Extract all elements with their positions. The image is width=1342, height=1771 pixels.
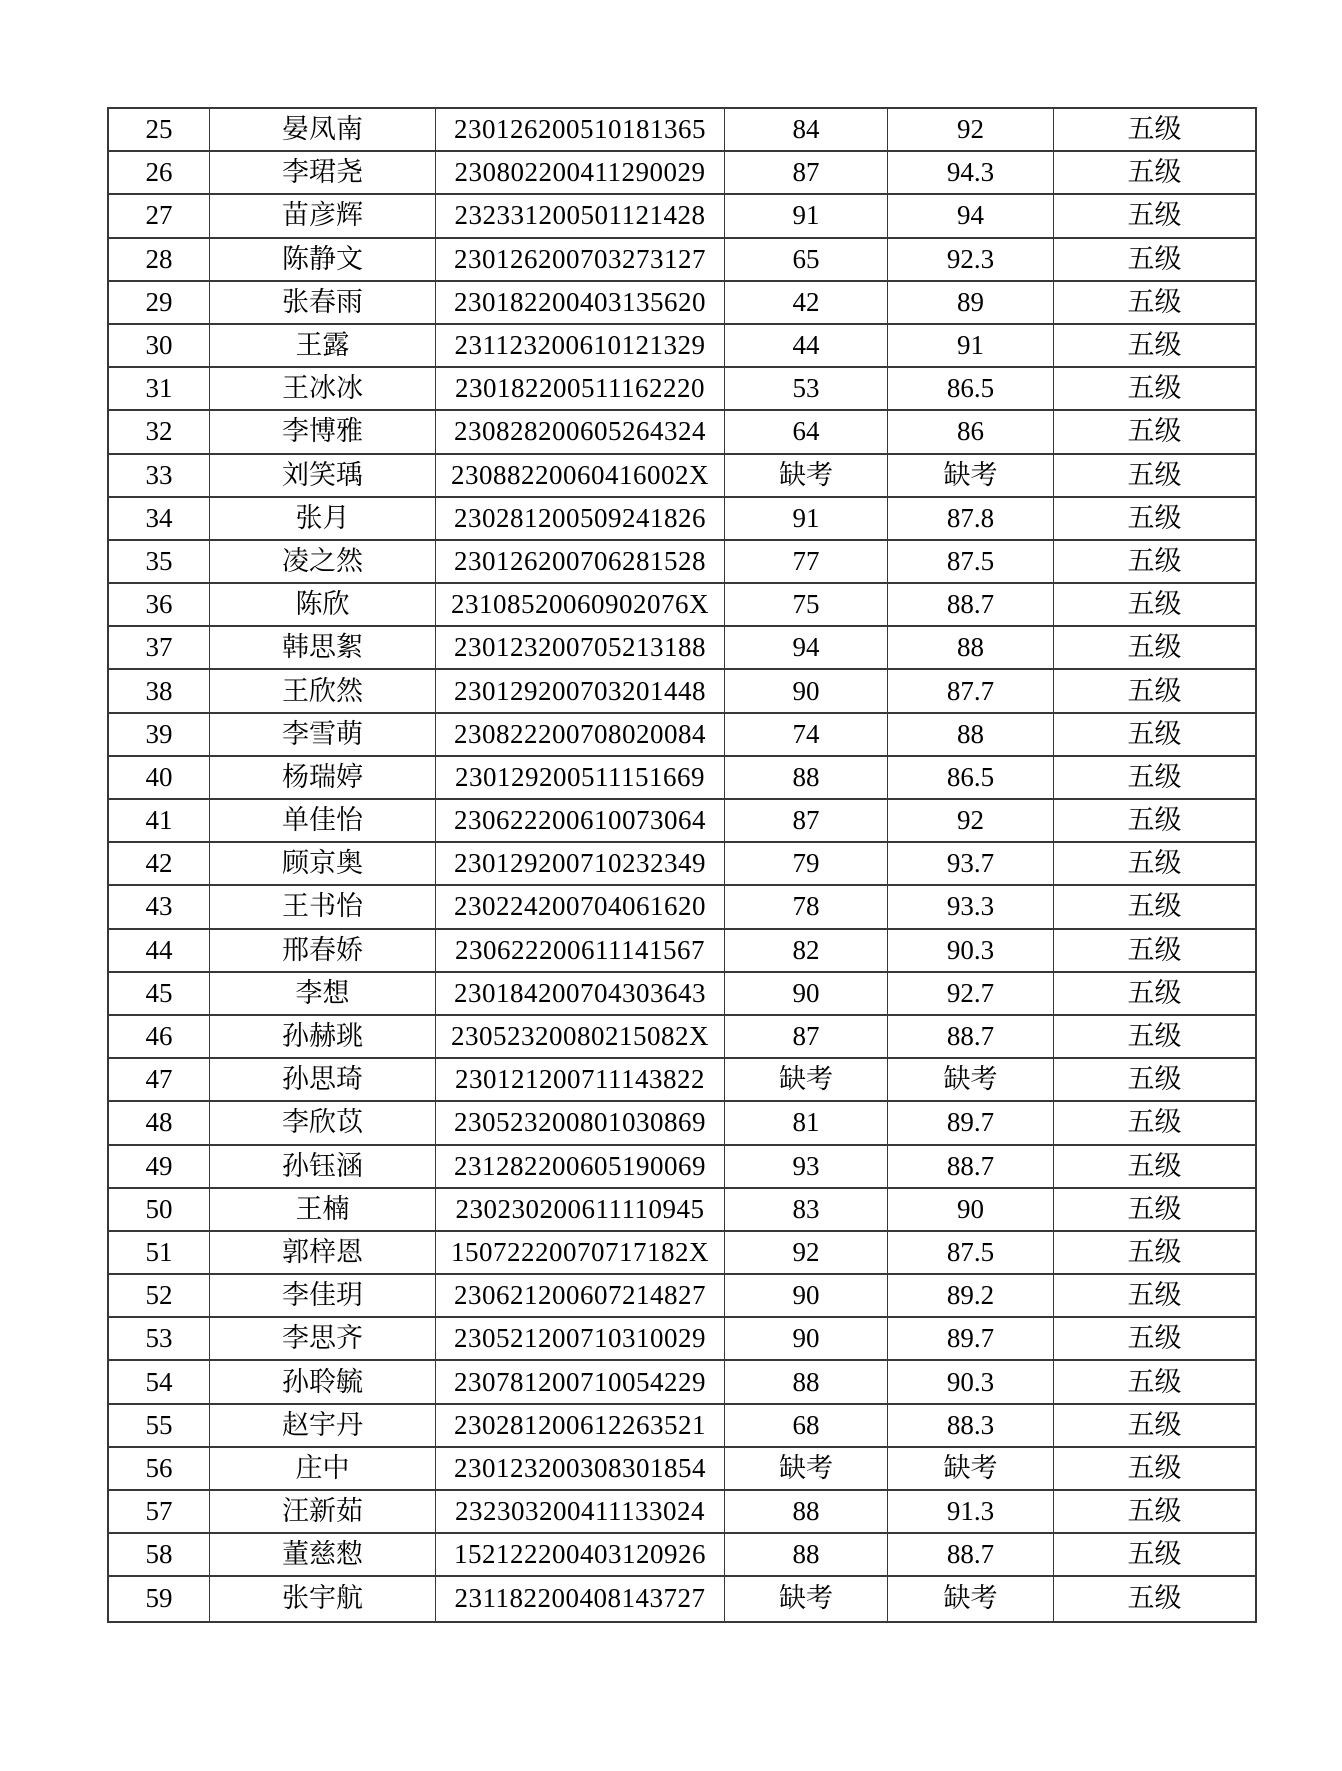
cell-id-number: 15072220070717182X bbox=[436, 1232, 725, 1273]
cell-row-index: 51 bbox=[109, 1232, 210, 1273]
cell-level: 五级 bbox=[1127, 545, 1182, 576]
cell-id-number: 230230200611110945 bbox=[436, 1189, 725, 1230]
cell-score2: 缺考 bbox=[888, 455, 1054, 496]
cell-row-index: 33 bbox=[109, 455, 210, 496]
cell-id-number: 152122200403120926 bbox=[436, 1534, 725, 1575]
cell-row-index: 41 bbox=[109, 800, 210, 841]
cell-row-index: 37 bbox=[109, 627, 210, 668]
cell-row-index: 42 bbox=[109, 843, 210, 884]
table-row bbox=[109, 714, 1255, 757]
table-row bbox=[109, 757, 1255, 800]
cell-id-number: 230129200511151669 bbox=[436, 757, 725, 798]
cell-level: 五级 bbox=[1127, 157, 1182, 188]
cell-level: 五级 bbox=[1127, 1366, 1182, 1397]
cell-level: 五级 bbox=[1127, 1583, 1182, 1614]
cell-score1: 缺考 bbox=[725, 455, 888, 496]
table-row bbox=[109, 1016, 1255, 1059]
cell-score2: 86 bbox=[888, 411, 1054, 452]
cell-name: 李思齐 bbox=[210, 1318, 436, 1359]
cell-score2: 94.3 bbox=[888, 152, 1054, 193]
cell-name: 韩思絮 bbox=[210, 627, 436, 668]
cell-row-index: 46 bbox=[109, 1016, 210, 1057]
cell-score1: 87 bbox=[725, 152, 888, 193]
cell-score1: 84 bbox=[725, 109, 888, 150]
cell-name: 孙赫珧 bbox=[210, 1016, 436, 1057]
cell-name: 刘笑瑀 bbox=[210, 455, 436, 496]
cell-id-number: 231282200605190069 bbox=[436, 1146, 725, 1187]
cell-id-number: 230126200706281528 bbox=[436, 541, 725, 582]
cell-row-index: 32 bbox=[109, 411, 210, 452]
cell-name: 陈欣 bbox=[210, 584, 436, 625]
cell-level: 五级 bbox=[1127, 1452, 1182, 1483]
cell-level: 五级 bbox=[1127, 977, 1182, 1008]
cell-row-index: 55 bbox=[109, 1405, 210, 1446]
cell-score1: 74 bbox=[725, 714, 888, 755]
table-row bbox=[109, 1189, 1255, 1232]
cell-name: 顾京奥 bbox=[210, 843, 436, 884]
cell-score2: 92 bbox=[888, 800, 1054, 841]
table-row bbox=[109, 325, 1255, 368]
cell-name: 王书怡 bbox=[210, 886, 436, 927]
cell-score2: 87.7 bbox=[888, 670, 1054, 711]
cell-row-index: 34 bbox=[109, 498, 210, 539]
table-row bbox=[109, 109, 1255, 152]
cell-id-number: 232303200411133024 bbox=[436, 1491, 725, 1532]
cell-score1: 82 bbox=[725, 930, 888, 971]
cell-row-index: 38 bbox=[109, 670, 210, 711]
cell-name: 单佳怡 bbox=[210, 800, 436, 841]
table-row bbox=[109, 1059, 1255, 1102]
cell-level: 五级 bbox=[1127, 675, 1182, 706]
cell-score2: 缺考 bbox=[888, 1448, 1054, 1489]
cell-score1: 68 bbox=[725, 1405, 888, 1446]
cell-score2: 88.7 bbox=[888, 584, 1054, 625]
cell-row-index: 31 bbox=[109, 368, 210, 409]
cell-id-number: 230126200703273127 bbox=[436, 239, 725, 280]
table-row bbox=[109, 498, 1255, 541]
cell-score2: 87.5 bbox=[888, 541, 1054, 582]
cell-score2: 89.2 bbox=[888, 1275, 1054, 1316]
cell-score1: 77 bbox=[725, 541, 888, 582]
cell-score2: 88.3 bbox=[888, 1405, 1054, 1446]
cell-id-number: 230123200705213188 bbox=[436, 627, 725, 668]
cell-id-number: 230121200711143822 bbox=[436, 1059, 725, 1100]
cell-id-number: 230621200607214827 bbox=[436, 1275, 725, 1316]
cell-id-number: 23108520060902076X bbox=[436, 584, 725, 625]
cell-score1: 88 bbox=[725, 1491, 888, 1532]
cell-row-index: 35 bbox=[109, 541, 210, 582]
cell-score1: 42 bbox=[725, 282, 888, 323]
cell-level: 五级 bbox=[1127, 632, 1182, 663]
cell-id-number: 230523200801030869 bbox=[436, 1102, 725, 1143]
cell-score1: 65 bbox=[725, 239, 888, 280]
cell-row-index: 43 bbox=[109, 886, 210, 927]
cell-row-index: 40 bbox=[109, 757, 210, 798]
cell-score2: 87.5 bbox=[888, 1232, 1054, 1273]
cell-level: 五级 bbox=[1127, 805, 1182, 836]
cell-score1: 53 bbox=[725, 368, 888, 409]
cell-score2: 92 bbox=[888, 109, 1054, 150]
cell-level: 五级 bbox=[1127, 373, 1182, 404]
cell-row-index: 58 bbox=[109, 1534, 210, 1575]
cell-id-number: 230622200611141567 bbox=[436, 930, 725, 971]
cell-id-number: 230822200708020084 bbox=[436, 714, 725, 755]
cell-row-index: 47 bbox=[109, 1059, 210, 1100]
cell-score1: 缺考 bbox=[725, 1448, 888, 1489]
cell-level: 五级 bbox=[1127, 718, 1182, 749]
cell-score1: 87 bbox=[725, 800, 888, 841]
cell-score1: 81 bbox=[725, 1102, 888, 1143]
cell-name: 王露 bbox=[210, 325, 436, 366]
cell-level: 五级 bbox=[1127, 1280, 1182, 1311]
cell-row-index: 50 bbox=[109, 1189, 210, 1230]
cell-score1: 90 bbox=[725, 670, 888, 711]
cell-level: 五级 bbox=[1127, 200, 1182, 231]
cell-score2: 90.3 bbox=[888, 930, 1054, 971]
cell-row-index: 29 bbox=[109, 282, 210, 323]
table-row bbox=[109, 1448, 1255, 1491]
cell-id-number: 232331200501121428 bbox=[436, 195, 725, 236]
cell-score1: 44 bbox=[725, 325, 888, 366]
cell-row-index: 39 bbox=[109, 714, 210, 755]
cell-row-index: 36 bbox=[109, 584, 210, 625]
table-row bbox=[109, 1534, 1255, 1577]
cell-score2: 93.3 bbox=[888, 886, 1054, 927]
cell-level: 五级 bbox=[1127, 286, 1182, 317]
cell-name: 凌之然 bbox=[210, 541, 436, 582]
table-row bbox=[109, 368, 1255, 411]
cell-id-number: 230129200710232349 bbox=[436, 843, 725, 884]
cell-score1: 92 bbox=[725, 1232, 888, 1273]
cell-score2: 93.7 bbox=[888, 843, 1054, 884]
cell-row-index: 28 bbox=[109, 239, 210, 280]
cell-score1: 缺考 bbox=[725, 1059, 888, 1100]
cell-score1: 94 bbox=[725, 627, 888, 668]
cell-name: 赵宇丹 bbox=[210, 1405, 436, 1446]
cell-level: 五级 bbox=[1127, 1150, 1182, 1181]
table-row bbox=[109, 239, 1255, 282]
cell-row-index: 59 bbox=[109, 1577, 210, 1620]
cell-row-index: 48 bbox=[109, 1102, 210, 1143]
table-row bbox=[109, 584, 1255, 627]
cell-row-index: 27 bbox=[109, 195, 210, 236]
cell-level: 五级 bbox=[1127, 1064, 1182, 1095]
cell-score2: 86.5 bbox=[888, 368, 1054, 409]
table-row bbox=[109, 282, 1255, 325]
cell-level: 五级 bbox=[1127, 1496, 1182, 1527]
table-row bbox=[109, 886, 1255, 929]
cell-name: 李想 bbox=[210, 973, 436, 1014]
cell-score1: 87 bbox=[725, 1016, 888, 1057]
cell-row-index: 56 bbox=[109, 1448, 210, 1489]
cell-score1: 90 bbox=[725, 973, 888, 1014]
cell-level: 五级 bbox=[1127, 1107, 1182, 1138]
cell-id-number: 230828200605264324 bbox=[436, 411, 725, 452]
table-row bbox=[109, 455, 1255, 498]
cell-id-number: 230224200704061620 bbox=[436, 886, 725, 927]
cell-score2: 90.3 bbox=[888, 1361, 1054, 1402]
cell-score1: 83 bbox=[725, 1189, 888, 1230]
cell-score1: 90 bbox=[725, 1318, 888, 1359]
cell-score1: 88 bbox=[725, 757, 888, 798]
cell-score2: 缺考 bbox=[888, 1577, 1054, 1620]
cell-level: 五级 bbox=[1127, 243, 1182, 274]
cell-score2: 89.7 bbox=[888, 1318, 1054, 1359]
cell-name: 王欣然 bbox=[210, 670, 436, 711]
cell-row-index: 45 bbox=[109, 973, 210, 1014]
cell-id-number: 23052320080215082X bbox=[436, 1016, 725, 1057]
cell-level: 五级 bbox=[1127, 761, 1182, 792]
cell-id-number: 230123200308301854 bbox=[436, 1448, 725, 1489]
cell-score2: 88 bbox=[888, 627, 1054, 668]
cell-id-number: 231123200610121329 bbox=[436, 325, 725, 366]
cell-score2: 91.3 bbox=[888, 1491, 1054, 1532]
cell-row-index: 53 bbox=[109, 1318, 210, 1359]
cell-score2: 90 bbox=[888, 1189, 1054, 1230]
cell-name: 孙思琦 bbox=[210, 1059, 436, 1100]
cell-score1: 88 bbox=[725, 1534, 888, 1575]
cell-score2: 88.7 bbox=[888, 1146, 1054, 1187]
table-row bbox=[109, 195, 1255, 238]
cell-name: 张春雨 bbox=[210, 282, 436, 323]
table-row bbox=[109, 1232, 1255, 1275]
cell-level: 五级 bbox=[1127, 1193, 1182, 1224]
cell-row-index: 25 bbox=[109, 109, 210, 150]
cell-score1: 88 bbox=[725, 1361, 888, 1402]
cell-name: 汪新茹 bbox=[210, 1491, 436, 1532]
cell-name: 李佳玥 bbox=[210, 1275, 436, 1316]
table-row bbox=[109, 670, 1255, 713]
cell-level: 五级 bbox=[1127, 1409, 1182, 1440]
cell-score2: 86.5 bbox=[888, 757, 1054, 798]
cell-score1: 75 bbox=[725, 584, 888, 625]
cell-level: 五级 bbox=[1127, 934, 1182, 965]
cell-id-number: 230281200509241826 bbox=[436, 498, 725, 539]
cell-score2: 缺考 bbox=[888, 1059, 1054, 1100]
cell-name: 郭梓恩 bbox=[210, 1232, 436, 1273]
cell-name: 苗彦辉 bbox=[210, 195, 436, 236]
cell-score1: 91 bbox=[725, 498, 888, 539]
cell-name: 李欣苡 bbox=[210, 1102, 436, 1143]
table-row bbox=[109, 541, 1255, 584]
cell-level: 五级 bbox=[1127, 589, 1182, 620]
cell-row-index: 54 bbox=[109, 1361, 210, 1402]
cell-level: 五级 bbox=[1127, 114, 1182, 145]
cell-score1: 91 bbox=[725, 195, 888, 236]
cell-score2: 88 bbox=[888, 714, 1054, 755]
cell-score1: 79 bbox=[725, 843, 888, 884]
cell-row-index: 30 bbox=[109, 325, 210, 366]
cell-name: 邢春娇 bbox=[210, 930, 436, 971]
cell-score1: 93 bbox=[725, 1146, 888, 1187]
cell-id-number: 230182200403135620 bbox=[436, 282, 725, 323]
score-table bbox=[107, 107, 1257, 1623]
table-row bbox=[109, 627, 1255, 670]
cell-row-index: 52 bbox=[109, 1275, 210, 1316]
cell-row-index: 44 bbox=[109, 930, 210, 971]
cell-row-index: 26 bbox=[109, 152, 210, 193]
cell-score1: 78 bbox=[725, 886, 888, 927]
cell-level: 五级 bbox=[1127, 459, 1182, 490]
cell-row-index: 49 bbox=[109, 1146, 210, 1187]
table-row bbox=[109, 800, 1255, 843]
cell-score2: 91 bbox=[888, 325, 1054, 366]
cell-name: 孙聆毓 bbox=[210, 1361, 436, 1402]
cell-id-number: 230182200511162220 bbox=[436, 368, 725, 409]
cell-score2: 87.8 bbox=[888, 498, 1054, 539]
cell-id-number: 230184200704303643 bbox=[436, 973, 725, 1014]
cell-name: 张宇航 bbox=[210, 1577, 436, 1620]
table-row bbox=[109, 843, 1255, 886]
cell-level: 五级 bbox=[1127, 330, 1182, 361]
cell-id-number: 230129200703201448 bbox=[436, 670, 725, 711]
table-row bbox=[109, 411, 1255, 454]
cell-name: 陈静文 bbox=[210, 239, 436, 280]
cell-score2: 89 bbox=[888, 282, 1054, 323]
table-row bbox=[109, 1405, 1255, 1448]
cell-id-number: 230521200710310029 bbox=[436, 1318, 725, 1359]
table-row bbox=[109, 1361, 1255, 1404]
cell-name: 李雪萌 bbox=[210, 714, 436, 755]
cell-score2: 92.3 bbox=[888, 239, 1054, 280]
cell-name: 李博雅 bbox=[210, 411, 436, 452]
cell-id-number: 231182200408143727 bbox=[436, 1577, 725, 1620]
table-row bbox=[109, 1491, 1255, 1534]
cell-score2: 88.7 bbox=[888, 1016, 1054, 1057]
cell-name: 张月 bbox=[210, 498, 436, 539]
cell-name: 庄中 bbox=[210, 1448, 436, 1489]
cell-row-index: 57 bbox=[109, 1491, 210, 1532]
cell-level: 五级 bbox=[1127, 502, 1182, 533]
cell-name: 王楠 bbox=[210, 1189, 436, 1230]
cell-level: 五级 bbox=[1127, 1323, 1182, 1354]
cell-name: 孙钰涵 bbox=[210, 1146, 436, 1187]
cell-score1: 64 bbox=[725, 411, 888, 452]
cell-id-number: 23088220060416002X bbox=[436, 455, 725, 496]
cell-name: 王冰冰 bbox=[210, 368, 436, 409]
table-row bbox=[109, 1275, 1255, 1318]
table-row bbox=[109, 1102, 1255, 1145]
cell-id-number: 230126200510181365 bbox=[436, 109, 725, 150]
cell-level: 五级 bbox=[1127, 1539, 1182, 1570]
cell-level: 五级 bbox=[1127, 416, 1182, 447]
cell-score2: 92.7 bbox=[888, 973, 1054, 1014]
cell-name: 晏凤南 bbox=[210, 109, 436, 150]
cell-id-number: 230622200610073064 bbox=[436, 800, 725, 841]
table-row bbox=[109, 1577, 1255, 1620]
cell-name: 董慈愸 bbox=[210, 1534, 436, 1575]
cell-level: 五级 bbox=[1127, 891, 1182, 922]
cell-id-number: 230781200710054229 bbox=[436, 1361, 725, 1402]
cell-level: 五级 bbox=[1127, 1236, 1182, 1267]
cell-name: 杨瑞婷 bbox=[210, 757, 436, 798]
cell-name: 李珺尧 bbox=[210, 152, 436, 193]
cell-id-number: 230802200411290029 bbox=[436, 152, 725, 193]
cell-level: 五级 bbox=[1127, 848, 1182, 879]
table-row bbox=[109, 973, 1255, 1016]
cell-score2: 94 bbox=[888, 195, 1054, 236]
cell-level: 五级 bbox=[1127, 1021, 1182, 1052]
table-row bbox=[109, 1146, 1255, 1189]
cell-score1: 缺考 bbox=[725, 1577, 888, 1620]
table-row bbox=[109, 152, 1255, 195]
table-row bbox=[109, 930, 1255, 973]
cell-id-number: 230281200612263521 bbox=[436, 1405, 725, 1446]
cell-score1: 90 bbox=[725, 1275, 888, 1316]
cell-score2: 89.7 bbox=[888, 1102, 1054, 1143]
cell-score2: 88.7 bbox=[888, 1534, 1054, 1575]
table-row bbox=[109, 1318, 1255, 1361]
